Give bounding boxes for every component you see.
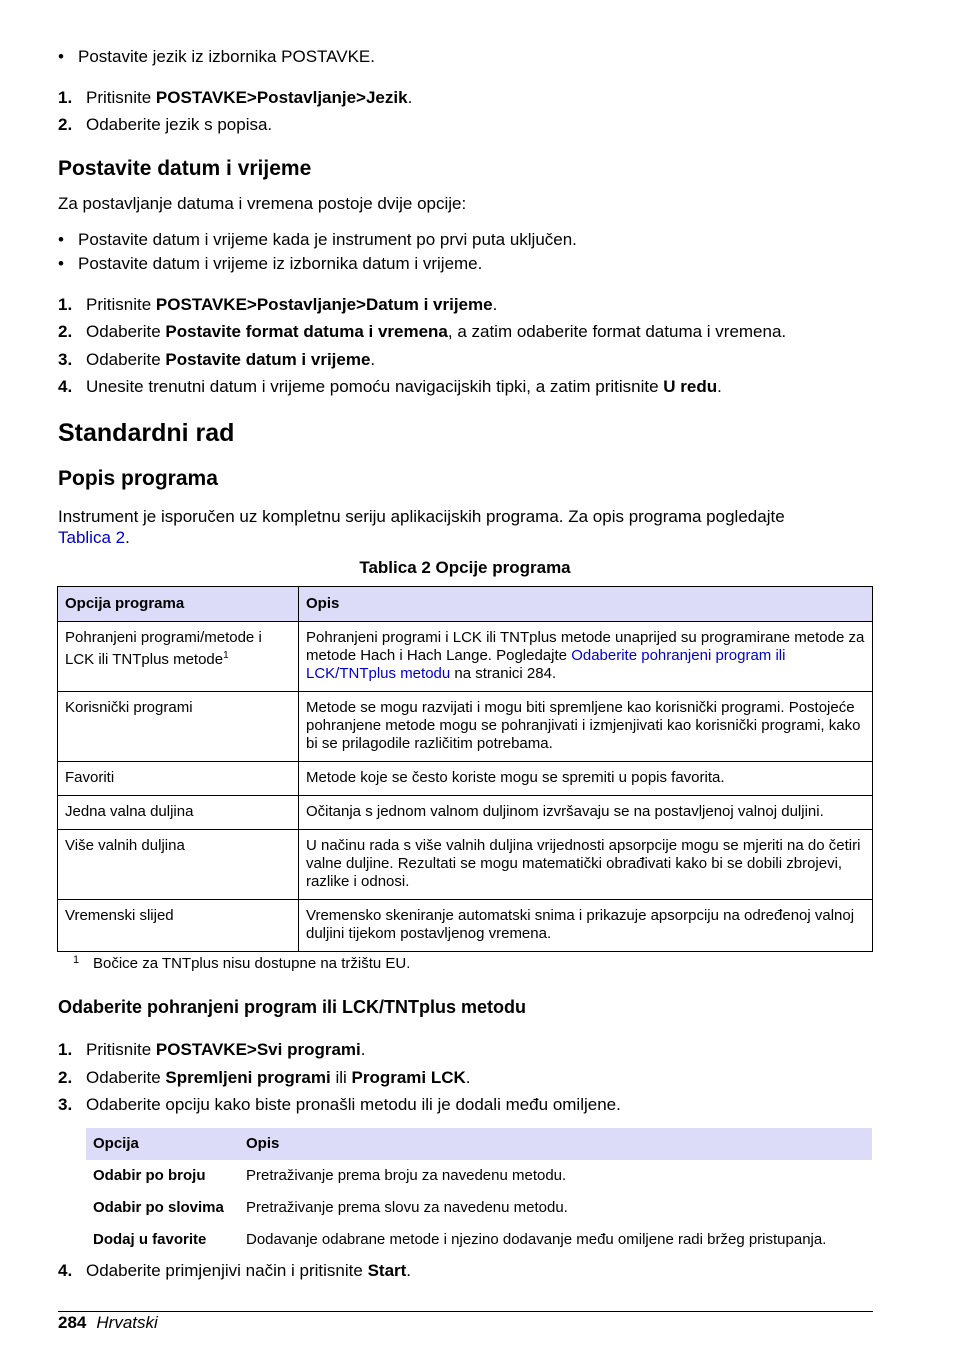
- table-row: [58, 900, 873, 952]
- table-row: [86, 1160, 872, 1192]
- table-row: [58, 762, 873, 796]
- program-options-table: [57, 586, 873, 952]
- option-name: Odabir po broju: [93, 1167, 206, 1184]
- table-row: [86, 1224, 872, 1256]
- table-cell: Korisnički programi: [58, 692, 299, 762]
- standard-heading: Standardni rad: [58, 419, 235, 447]
- table-cell: Očitanja s jednom valnom duljinom izvršavaju se na postavljenoj valnoj duljini.: [299, 796, 873, 830]
- table-cell: Više valnih duljina: [58, 830, 299, 900]
- page-number: 284: [58, 1313, 87, 1332]
- option-name: Dodaj u favorite: [93, 1231, 207, 1248]
- table-cell: Pohranjeni programi i LCK ili TNTplus metode unaprijed su programirane metode za metode Hach i Hach Lange. Pogledajte Odaberite pohranjeni program ili LCK/TNTplus metodu na stranici 284.: [299, 622, 873, 692]
- table-2-link[interactable]: Tablica 2: [58, 528, 126, 547]
- option-description: Pretraživanje prema broju za navedenu metodu.: [246, 1167, 567, 1184]
- table-row: [58, 692, 873, 762]
- table-cell: Metode se mogu razvijati i mogu biti spremljene kao korisnički programi. Postojeće pohranjene metode mogu se pohranjivati i izmjenjivati kao korisnički programi, kako bi se prilagodile različitim potrebama.: [299, 692, 873, 762]
- option-description: Pretraživanje prema slovu za navedenu metodu.: [246, 1199, 568, 1216]
- table-caption: Tablica 2 Opcije programa: [359, 558, 571, 577]
- option-description: Dodavanje odabrane metode i njezino dodavanje među omiljene radi bržeg pristupanja.: [246, 1231, 827, 1248]
- footer-divider: [58, 1311, 873, 1312]
- table-header-row: [86, 1128, 872, 1160]
- column-header: Opcija programa: [58, 587, 299, 622]
- programs-intro: Instrument je isporučen uz kompletnu seriju aplikacijskih programa. Za opis programa pogledajte Tablica 2.: [58, 507, 785, 547]
- select-stored-program-link[interactable]: Odaberite pohranjeni program ili LCK/TNTplus metodu: [306, 647, 786, 682]
- option-name: Odabir po slovima: [93, 1199, 224, 1216]
- footer-language: Hrvatski: [96, 1313, 158, 1332]
- table-row: [58, 830, 873, 900]
- table-row: [58, 622, 873, 692]
- table-cell: Favoriti: [58, 762, 299, 796]
- column-header: Opis: [299, 587, 873, 622]
- column-header: Opcija: [86, 1128, 239, 1160]
- table-cell: Pohranjeni programi/metode i LCK ili TNTplus metode$^1$: [58, 622, 299, 692]
- table-header-row: [58, 587, 873, 622]
- table-cell: Vremensko skeniranje automatski snima i prikazuje apsorpciju na određenoj valnoj duljini tijekom postavljenog vremena.: [299, 900, 873, 952]
- datetime-heading: Postavite datum i vrijeme: [58, 157, 312, 180]
- table-cell: U načinu rada s više valnih duljina vrijednosti apsorpcije mogu se mjeriti na do četiri valne duljine. Rezultati se mogu matematički obrađivati kako bi se dobili zbrojevi, razlike i odnosi.: [299, 830, 873, 900]
- datetime-intro: Za postavljanje datuma i vremena postoje dvije opcije:: [58, 194, 467, 213]
- table-row: [58, 796, 873, 830]
- select-program-heading: Odaberite pohranjeni program ili LCK/TNTplus metodu: [58, 997, 527, 1017]
- table-row: [86, 1192, 872, 1224]
- table-cell: Jedna valna duljina: [58, 796, 299, 830]
- search-options-table: [86, 1128, 872, 1256]
- page-footer: [58, 1313, 158, 1333]
- programs-heading: Popis programa: [58, 467, 218, 490]
- table-cell: Vremenski slijed: [58, 900, 299, 952]
- column-header: Opis: [239, 1128, 872, 1160]
- table-cell: Metode koje se često koriste mogu se spremiti u popis favorita.: [299, 762, 873, 796]
